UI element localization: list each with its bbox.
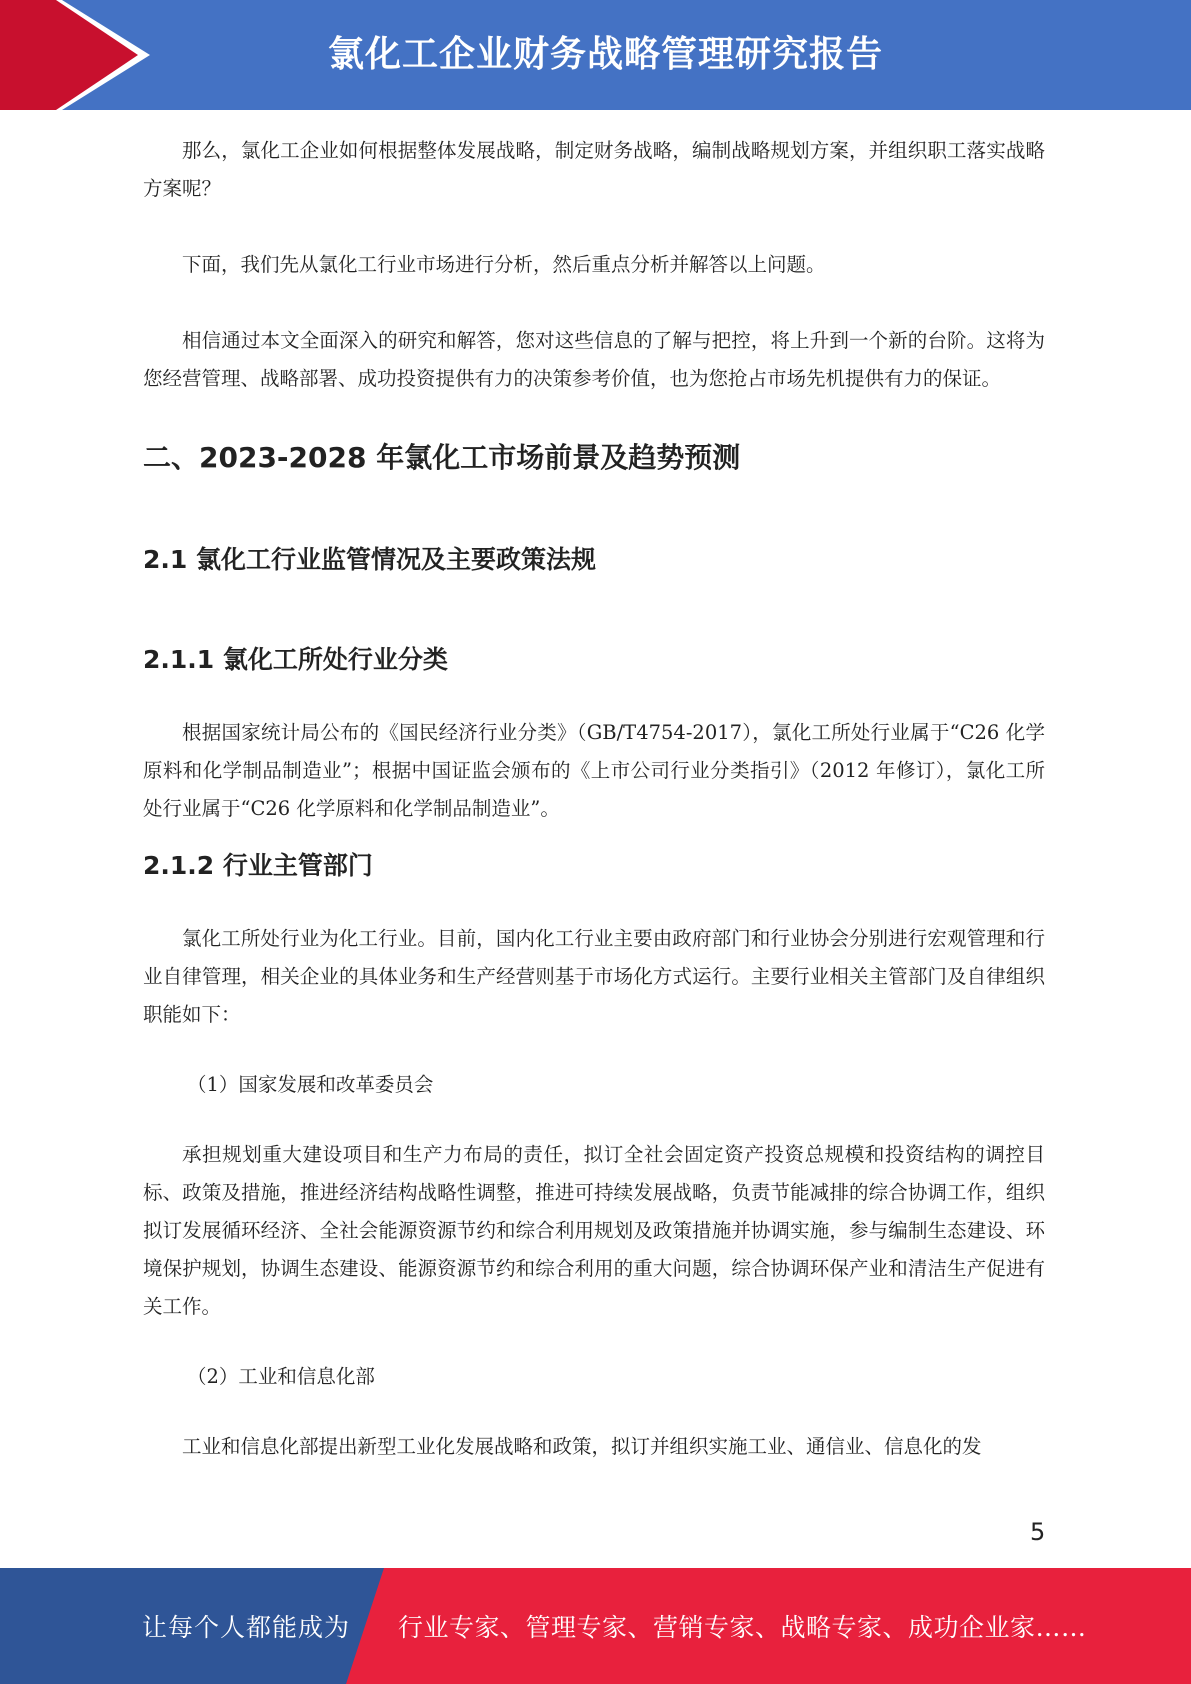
- paragraph: 工业和信息化部提出新型工业化发展战略和政策，拟订并组织实施工业、通信业、信息化的发: [182, 1435, 982, 1458]
- paragraph: 下面，我们先从氯化工行业市场进行分析，然后重点分析并解答以上问题。: [182, 253, 826, 276]
- subsection-heading: 2.1.1 氯化工所处行业分类: [143, 645, 448, 674]
- header-banner: [0, 0, 1191, 110]
- page-number: 5: [1030, 1518, 1046, 1546]
- subsection-heading: 2.1.2 行业主管部门: [143, 851, 373, 880]
- paragraph: 承担规划重大建设项目和生产力布局的责任，拟订全社会固定资产投资总规模和投资结构的调控目标、政策及措施，推进经济结构战略性调整，推进可持续发展战略，负责节能减排的综合协调工作，组织拟订发展循环经济、全社会能源资源节约和综合利用规划及政策措施并协调实施，参与编制生态建设、环境保护规划，协调生态建设、能源资源节约和综合利用的重大问题，综合协调环保产业和清洁生产促进有关工作。: [143, 1143, 1045, 1318]
- list-item: （2）工业和信息化部: [187, 1365, 375, 1388]
- section-heading: 二、2023-2028 年氯化工市场前景及趋势预测: [143, 441, 741, 474]
- paragraph: 那么，氯化工企业如何根据整体发展战略，制定财务战略，编制战略规划方案，并组织职工落实战略方案呢？: [143, 139, 1045, 200]
- report-title: 氯化工企业财务战略管理研究报告: [327, 34, 883, 75]
- paragraph: 氯化工所处行业为化工行业。目前，国内化工行业主要由政府部门和行业协会分别进行宏观管理和行业自律管理，相关企业的具体业务和生产经营则基于市场化方式运行。主要行业相关主管部门及自律组织职能如下：: [143, 927, 1045, 1026]
- list-item: （1）国家发展和改革委员会: [187, 1073, 434, 1096]
- subsection-heading: 2.1 氯化工行业监管情况及主要政策法规: [143, 545, 596, 574]
- paragraph: 根据国家统计局公布的《国民经济行业分类》（GB/T4754-2017），氯化工所处行业属于“C26 化学原料和化学制品制造业”；根据中国证监会颁布的《上市公司行业分类指引》（2012 年修订），氯化工所处行业属于“C26 化学原料和化学制品制造业”。: [143, 721, 1045, 820]
- footer-slogan-right: 行业专家、管理专家、营销专家、战略专家、成功企业家……: [398, 1613, 1087, 1642]
- footer-slogan-left: 让每个人都能成为: [142, 1613, 351, 1642]
- paragraph: 相信通过本文全面深入的研究和解答，您对这些信息的了解与把控，将上升到一个新的台阶。这将为您经营管理、战略部署、成功投资提供有力的决策参考价值，也为您抢占市场先机提供有力的保证。: [143, 329, 1045, 390]
- footer-banner: [0, 1568, 1191, 1684]
- page-content: [143, 132, 1045, 1466]
